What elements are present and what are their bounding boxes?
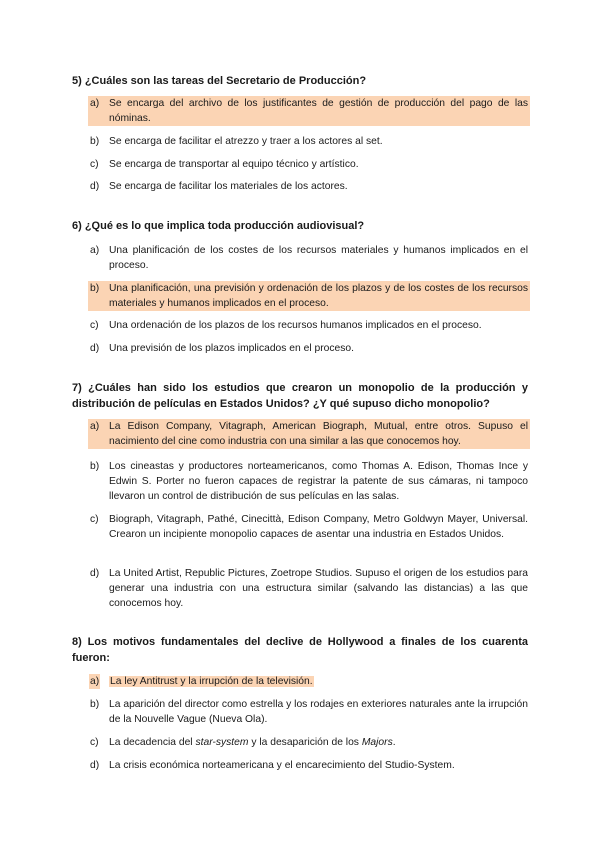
option-text-emphasis: Majors [361, 737, 393, 748]
option-letter: d) [90, 760, 100, 771]
option-letter: a) [90, 676, 100, 687]
question-7-option-d[interactable] [90, 566, 528, 611]
question-8-option-c[interactable] [90, 735, 528, 750]
option-letter: b) [90, 283, 100, 294]
question-5-option-d[interactable] [90, 179, 528, 194]
option-text: Se encarga de facilitar los materiales de los actores. [109, 181, 348, 192]
option-text: Se encarga de facilitar el atrezzo y traer a los actores al set. [109, 136, 383, 147]
option-letter: d) [90, 343, 100, 354]
question-7-title: 7) ¿Cuáles han sido los estudios que crearon un monopolio de la producción y distribución de películas en Estados Unidos? ¿Y qué supuso dicho monopolio? [72, 382, 528, 410]
option-text-part: . [392, 737, 396, 748]
option-text-part: y la desaparición de los [248, 737, 362, 748]
option-text: Una planificación de los costes de los recursos materiales y humanos implicados en el proceso. [109, 245, 528, 271]
option-text-part: La decadencia del [109, 737, 196, 748]
option-letter: c) [90, 320, 99, 331]
option-letter: b) [90, 461, 100, 472]
option-text: Los cineastas y productores norteamericanos, como Thomas A. Edison, Thomas Ince y Edwin S. Porter no fueron capaces de registrar la patente de sus cámaras, ni tampoco llevaron un control de distribución de sus películas en las salas. [109, 461, 528, 502]
question-5-option-b[interactable] [90, 134, 528, 149]
option-text: Biograph, Vitagraph, Pathé, Cinecittà, Edison Company, Metro Goldwyn Mayer, Universal. Crearon un incipiente monopolio capaces de asentar una industria en Estados Unidos. [109, 514, 528, 540]
question-7-option-b[interactable] [90, 459, 528, 504]
option-letter: c) [90, 159, 99, 170]
question-8-option-b[interactable] [90, 697, 528, 727]
option-text-emphasis: star-system [195, 737, 249, 748]
option-text: Una previsión de los plazos implicados en el proceso. [109, 343, 354, 354]
question-6-option-d[interactable] [90, 341, 528, 356]
option-letter: d) [90, 181, 100, 192]
option-letter: b) [90, 699, 100, 710]
question-5-option-c[interactable] [90, 157, 528, 172]
option-text: La crisis económica norteamericana y el encarecimiento del Studio-System. [109, 760, 455, 771]
question-8-title: 8) Los motivos fundamentales del declive de Hollywood a finales de los cuarenta fueron: [72, 636, 528, 664]
option-letter: a) [90, 421, 100, 432]
question-7-option-c[interactable] [90, 512, 528, 542]
question-6-title: 6) ¿Qué es lo que implica toda producción audiovisual? [72, 220, 365, 232]
option-text: Una ordenación de los plazos de los recursos humanos implicados en el proceso. [109, 320, 482, 331]
option-text: Una planificación, una previsión y ordenación de los plazos y de los costes de los recursos materiales y humanos implicados en el proceso. [109, 283, 528, 309]
option-letter: a) [90, 245, 100, 256]
question-8-option-a[interactable] [90, 674, 528, 689]
option-text: La ley Antitrust y la irrupción de la televisión. [110, 676, 313, 687]
option-text: Se encarga del archivo de los justificantes de gestión de producción del pago de las nóminas. [109, 98, 528, 124]
option-letter: c) [90, 514, 99, 525]
question-5-title: 5) ¿Cuáles son las tareas del Secretario de Producción? [72, 75, 367, 87]
question-7-option-a[interactable] [90, 419, 528, 449]
option-text: La United Artist, Republic Pictures, Zoetrope Studios. Supuso el origen de los estudios para generar una industria con una estructura similar (salvando las distancias) a las que conocemos hoy. [109, 568, 528, 609]
question-5-option-a[interactable] [90, 96, 528, 126]
option-letter: d) [90, 568, 100, 579]
question-6-option-c[interactable] [90, 318, 528, 333]
option-text: La Edison Company, Vitagraph, American Biograph, Mutual, entre otros. Supuso el nacimiento del cine como industria con una similar a las que conocemos hoy. [109, 421, 528, 447]
option-letter: a) [90, 98, 100, 109]
question-6-option-a[interactable] [90, 243, 528, 273]
option-letter: c) [90, 737, 99, 748]
question-6-option-b[interactable] [90, 281, 528, 311]
question-8-option-d[interactable] [90, 758, 528, 773]
option-text: La aparición del director como estrella y los rodajes en exteriores naturales ante la irrupción de la Nouvelle Vague (Nueva Ola). [109, 699, 528, 725]
option-text [109, 735, 528, 750]
option-letter: b) [90, 136, 100, 147]
option-text: Se encarga de transportar al equipo técnico y artístico. [109, 159, 359, 170]
